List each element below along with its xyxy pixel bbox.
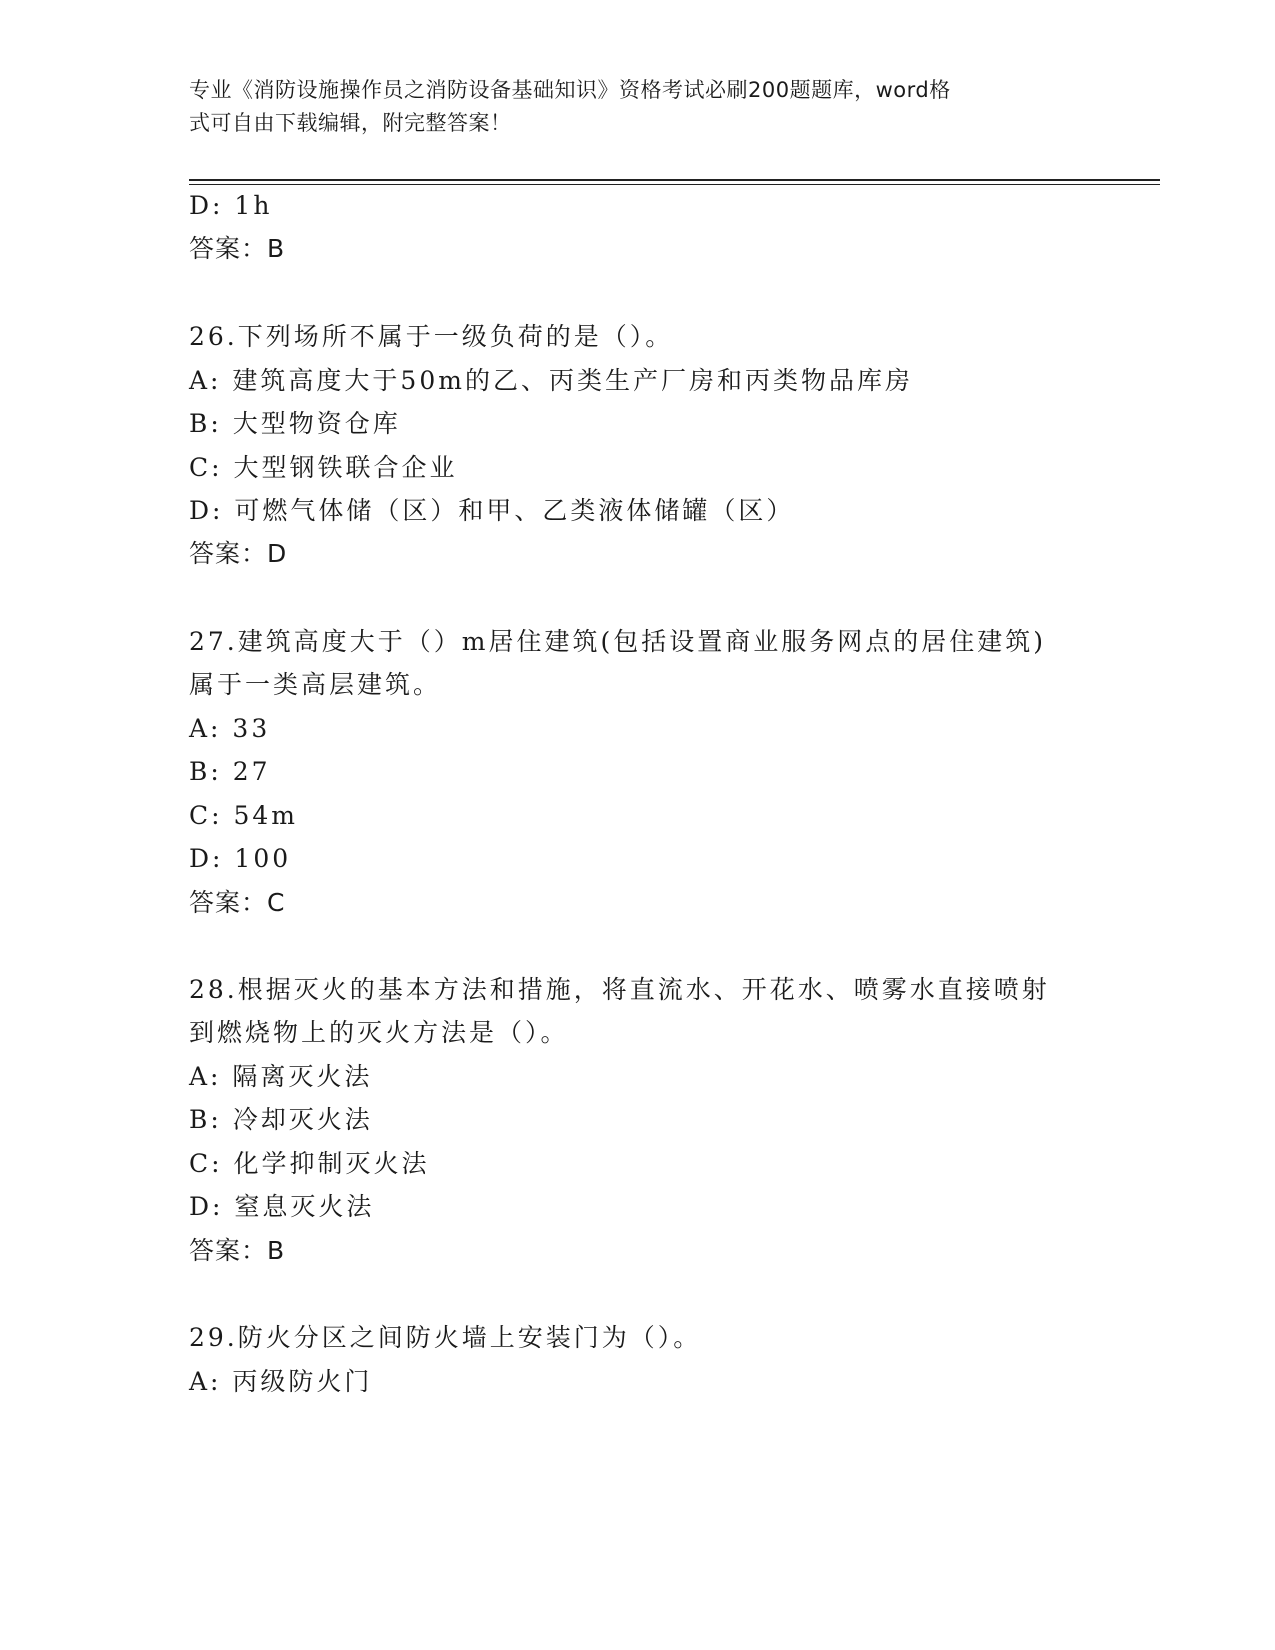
q27-stem-line-1: 27.建筑高度大于（）m居住建筑(包括设置商业服务网点的居住建筑) bbox=[189, 627, 1046, 656]
q28-option-c: C: 化学抑制灭火法 bbox=[189, 1149, 430, 1178]
q26-option-d: D: 可燃气体储（区）和甲、乙类液体储罐（区） bbox=[189, 496, 795, 525]
q29-option-a: A: 丙级防火门 bbox=[189, 1367, 373, 1396]
q28-answer: 答案：B bbox=[189, 1236, 286, 1265]
q26-option-c: C: 大型钢铁联合企业 bbox=[189, 453, 458, 482]
prev-answer: 答案：B bbox=[189, 234, 286, 263]
q26-answer: 答案：D bbox=[189, 539, 288, 568]
header-line-1: 专业《消防设施操作员之消防设备基础知识》资格考试必刷200题题库，word格 bbox=[189, 78, 951, 102]
document-header bbox=[189, 74, 1089, 140]
q28-stem-line-2: 到燃烧物上的灭火方法是（）。 bbox=[189, 1018, 569, 1047]
q28-stem-line-1: 28.根据灭火的基本方法和措施，将直流水、开花水、喷雾水直接喷射 bbox=[189, 975, 1050, 1004]
q26-option-b: B: 大型物资仓库 bbox=[189, 409, 401, 438]
q29-stem: 29.防火分区之间防火墙上安装门为（）。 bbox=[189, 1323, 702, 1352]
q28-option-a: A: 隔离灭火法 bbox=[189, 1062, 373, 1091]
q27-option-c: C: 54m bbox=[189, 801, 299, 830]
q27-option-d: D: 100 bbox=[189, 844, 292, 873]
q28-option-d: D: 窒息灭火法 bbox=[189, 1192, 375, 1221]
header-divider-thick bbox=[189, 179, 1160, 181]
header-divider-thin bbox=[189, 184, 1160, 185]
q27-stem-line-2: 属于一类高层建筑。 bbox=[189, 670, 442, 699]
q27-option-b: B: 27 bbox=[189, 757, 271, 786]
header-line-2: 式可自由下载编辑，附完整答案！ bbox=[189, 111, 512, 135]
q26-stem: 26.下列场所不属于一级负荷的是（）。 bbox=[189, 322, 674, 351]
q28-option-b: B: 冷却灭火法 bbox=[189, 1105, 373, 1134]
prev-option-d: D: 1h bbox=[189, 191, 273, 220]
q26-option-a: A: 建筑高度大于50m的乙、丙类生产厂房和丙类物品库房 bbox=[189, 366, 913, 395]
q27-answer: 答案：C bbox=[189, 888, 286, 917]
q27-option-a: A: 33 bbox=[189, 714, 271, 743]
